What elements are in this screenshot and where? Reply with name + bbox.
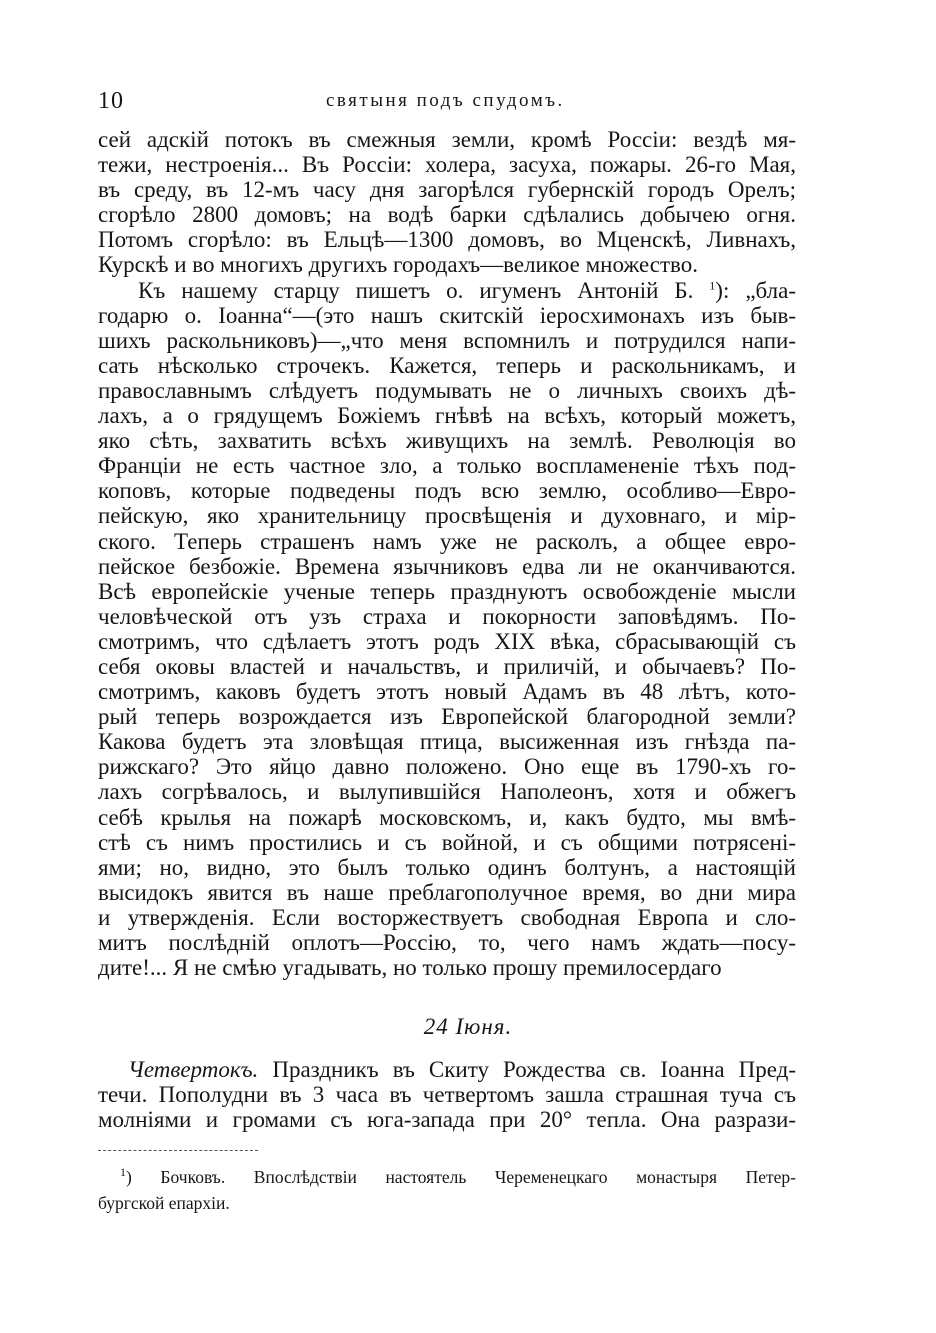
text-line: себя оковы властей и начальствъ, и приличій, и обычаевъ? По-: [98, 653, 796, 679]
text-line: ями; но, видно, это былъ только одинъ болтунъ, а настоящій: [98, 854, 796, 880]
text-line: пейское безбожіе. Времена язычниковъ едва ли не оканчиваются.: [98, 553, 796, 579]
page-number: 10: [98, 88, 124, 114]
footnote-reference: 1: [709, 277, 716, 292]
text-line: тежи, нестроенія... Въ Россіи: холера, засуха, пожары. 26-го Мая,: [98, 152, 796, 178]
text-line: годарю о. Іоанна“—(это нашъ скитскій іеросхимонахъ изъ быв-: [98, 302, 796, 328]
text-line: лахъ согрѣвалось, и вылупившійся Наполеонъ, хотя и обжегъ: [98, 779, 796, 805]
text-line: Всѣ европейскіе ученые теперь празднуютъ освобожденіе мысли: [98, 578, 796, 604]
text-line: лахъ, а о грядущемъ Божіемъ гнѣвѣ на всѣхъ, который можетъ,: [98, 403, 796, 429]
text-line: яко сѣть, захватить всѣхъ живущихъ на землѣ. Революція во: [98, 428, 796, 454]
text-line: [98, 278, 796, 303]
text-line: пейскую, яко хранительницу просвѣщенія и духовнаго, и мір-: [98, 503, 796, 529]
text-line: и утвержденія. Если восторжествуетъ свободная Европа и сло-: [98, 904, 796, 930]
text-line: человѣческой отъ узъ страха и покорности заповѣдямъ. По-: [98, 603, 796, 629]
text-line: Какова будетъ эта зловѣщая птица, высиженная изъ гнѣзда па-: [98, 729, 796, 755]
text-line: течи. Пополудни въ 3 часа въ четвертомъ зашла страшная туча съ: [98, 1082, 796, 1108]
text-line: смотримъ, что сдѣлаетъ этотъ родъ XIX вѣка, сбрасывающій съ: [98, 628, 796, 654]
text-line: рый теперь возрождается изъ Европейской благородной земли?: [98, 704, 796, 730]
text-line: Потомъ сгорѣло: въ Ельцѣ—1300 домовъ, во Мценскѣ, Ливнахъ,: [98, 227, 796, 253]
footnote-line: [98, 1164, 796, 1190]
text-line: Курскѣ и во многихъ другихъ городахъ—великое множество.: [98, 252, 698, 278]
text-segment: Къ нашему старцу пишетъ о. игуменъ Антоній Б.: [138, 277, 710, 303]
text-line: рижскаго? Это яйцо давно положено. Оно еще въ 1790-хъ го-: [98, 754, 796, 780]
text-line: сать нѣсколько строчекъ. Кажется, теперь и раскольникамъ, и: [98, 352, 796, 378]
text-line: православнымъ слѣдуетъ подумывать не о личныхъ своихъ дѣ-: [98, 377, 796, 403]
paragraph-2: [98, 278, 796, 981]
text-segment: ): „бла-: [715, 277, 796, 303]
paragraph-3: [98, 1057, 796, 1132]
text-line: шихъ раскольниковъ)—„что меня вспомнилъ и потрудился напи-: [98, 327, 796, 353]
footnote: [98, 1164, 796, 1216]
text-line: себѣ крылья на пожарѣ московскомъ, и, какъ будто, мы вмѣ-: [98, 804, 796, 830]
text-line: Франціи не есть частное зло, а только воспламененіе тѣхъ под-: [98, 453, 796, 479]
footnote-marker: 1: [120, 1165, 126, 1180]
footnote-divider: [98, 1150, 258, 1151]
text-line: высидокъ явится въ наше преблагополучное время, во дни мира: [98, 879, 796, 905]
paragraph-1: [98, 127, 796, 278]
text-line: сей адскій потокъ въ смежныя земли, кромѣ Россіи: вездѣ мя-: [98, 127, 796, 152]
date-heading: 24 Іюня.: [423, 1014, 513, 1039]
text-segment: ) Бочковъ. Впослѣдствіи настоятель Череменецкаго монастыря Петер-: [126, 1167, 796, 1187]
day-label: Четвертокъ.: [128, 1057, 259, 1082]
running-title: святыня подъ спудомъ.: [326, 90, 565, 111]
text-line: дите!... Я не смѣю угадывать, но только прошу премилосердаго: [98, 955, 722, 981]
text-line: [98, 1057, 796, 1082]
text-line: ского. Теперь страшенъ намъ уже не расколъ, а общее евро-: [98, 528, 796, 554]
text-line: сгорѣло 2800 домовъ; на водѣ барки сдѣлались добычею огня.: [98, 202, 796, 228]
running-head: [98, 88, 798, 118]
text-line: смотримъ, каковъ будетъ этотъ новый Адамъ въ 48 лѣтъ, кото-: [98, 679, 796, 705]
main-text: [98, 127, 796, 980]
text-line: молніями и громами съ юга-запада при 20° тепла. Она разрази-: [98, 1107, 796, 1133]
text-segment: Праздникъ въ Скиту Рождества св. Іоанна Пред-: [258, 1057, 796, 1082]
footnote-line: бургской епархіи.: [98, 1193, 230, 1213]
text-line: коповъ, которые подведены подъ всю землю, особливо—Евро-: [98, 478, 796, 504]
text-line: стѣ съ нимъ простились и съ войной, и съ общими потрясені-: [98, 829, 796, 855]
text-line: митъ послѣдній оплотъ—Россію, то, чего намъ ждать—посу-: [98, 930, 796, 955]
text-line: въ среду, въ 12-мъ часу дня загорѣлся губернскій городъ Орелъ;: [98, 177, 796, 203]
